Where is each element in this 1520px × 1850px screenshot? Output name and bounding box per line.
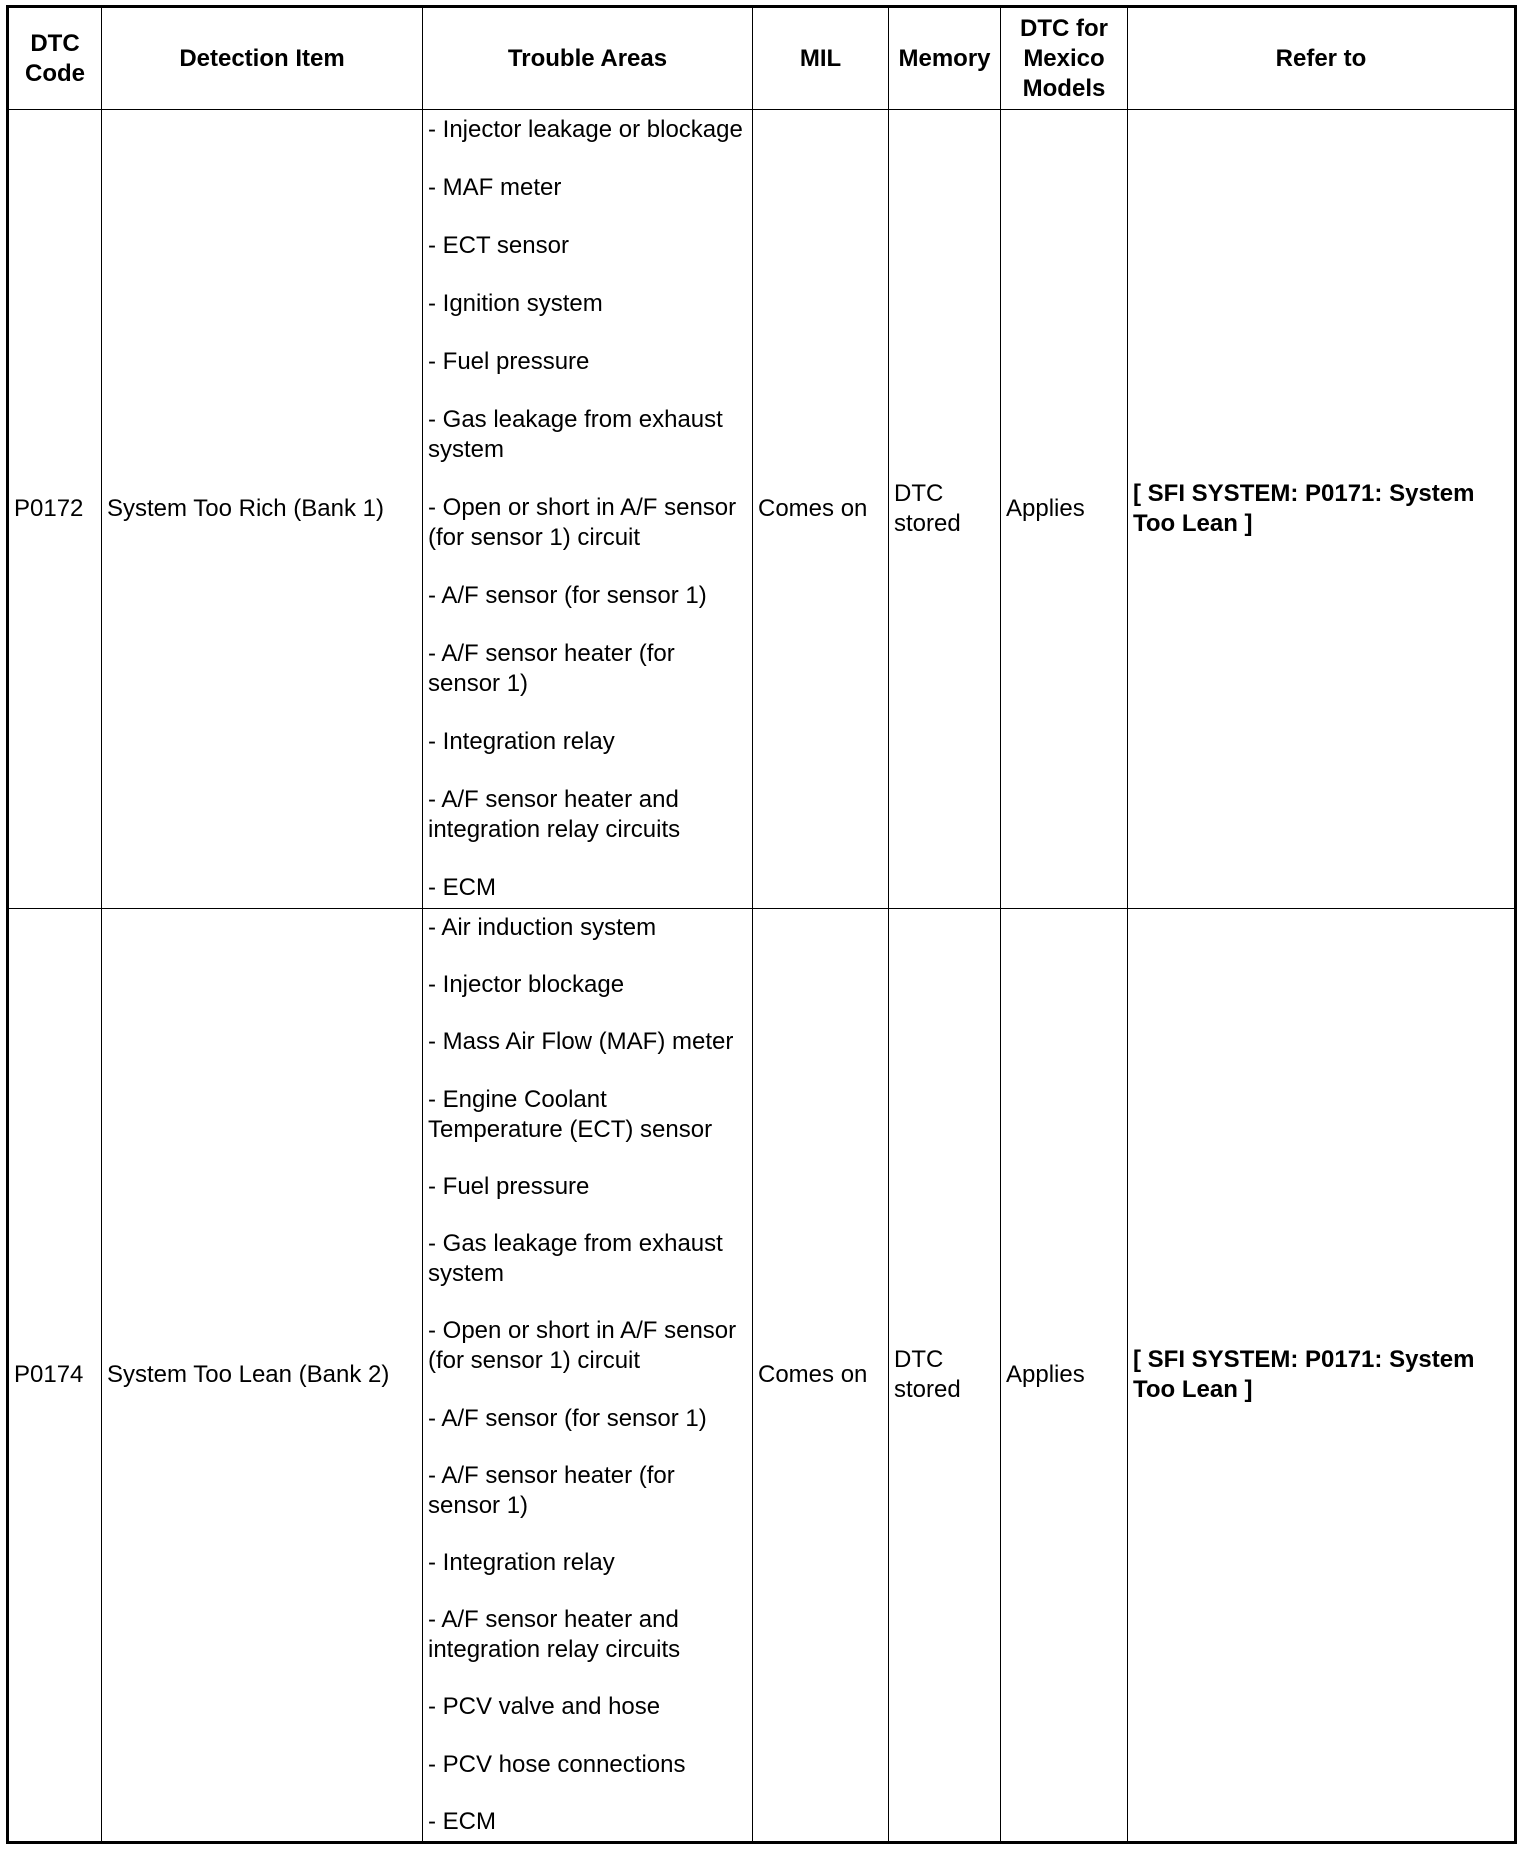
table-row [8, 110, 1516, 909]
trouble-area-item: - Fuel pressure [428, 1172, 590, 1200]
trouble-area-item: - Injector blockage [428, 971, 625, 999]
trouble-area-item: - Gas leakage from exhaust system [428, 405, 723, 463]
trouble-area-item: - A/F sensor (for sensor 1) [428, 582, 707, 610]
trouble-area-item: - Mass Air Flow (MAF) meter [428, 1028, 734, 1056]
header-dtc-mexico: DTC for Mexico Models [1001, 7, 1128, 110]
trouble-area-item: - Injector leakage or blockage [428, 115, 743, 143]
trouble-area-item: - PCV hose connections [428, 1750, 686, 1778]
trouble-area-item: - A/F sensor (for sensor 1) [428, 1404, 707, 1432]
trouble-area-item: - Ignition system [428, 289, 603, 317]
trouble-area-item: - MAF meter [428, 173, 562, 201]
trouble-area-item: - A/F sensor heater and integration relay circuits [428, 786, 681, 844]
trouble-area-item: - ECT sensor [428, 231, 569, 259]
trouble-area-item: - Open or short in A/F sensor (for sensor 1) circuit [428, 493, 737, 551]
dtc-mexico-cell: Applies [1001, 909, 1128, 1843]
refer-to-link[interactable]: [ SFI SYSTEM: P0171: System Too Lean ] [1128, 110, 1516, 909]
trouble-area-item: - PCV valve and hose [428, 1693, 661, 1721]
trouble-area-item: - A/F sensor heater and integration relay circuits [428, 1606, 681, 1664]
dtc-code-cell: P0172 [8, 110, 102, 909]
mil-cell: Comes on [753, 110, 889, 909]
header-refer-to: Refer to [1128, 7, 1516, 110]
header-dtc-code: DTC Code [8, 7, 102, 110]
dtc-code-cell: P0174 [8, 909, 102, 1843]
trouble-area-item: - Integration relay [428, 728, 615, 756]
memory-cell: DTC stored [889, 909, 1001, 1843]
mil-cell: Comes on [753, 909, 889, 1843]
memory-cell: DTC stored [889, 110, 1001, 909]
trouble-areas-cell [423, 909, 753, 1843]
table-row [8, 909, 1516, 1843]
trouble-area-item: - Fuel pressure [428, 347, 590, 375]
trouble-area-item: - Air induction system [428, 914, 657, 941]
trouble-area-item: - A/F sensor heater (for sensor 1) [428, 1461, 675, 1519]
trouble-area-item: - ECM [428, 1807, 496, 1835]
trouble-area-item: - Open or short in A/F sensor (for sensor 1) circuit [428, 1317, 737, 1375]
header-mil: MIL [753, 7, 889, 110]
trouble-area-item: - ECM [428, 874, 496, 902]
trouble-area-item: - Gas leakage from exhaust system [428, 1230, 723, 1288]
detection-item-cell: System Too Lean (Bank 2) [102, 909, 423, 1843]
trouble-areas-list [428, 115, 747, 904]
trouble-areas-cell [423, 110, 753, 909]
header-detection-item: Detection Item [102, 7, 423, 110]
refer-to-link[interactable]: [ SFI SYSTEM: P0171: System Too Lean ] [1128, 909, 1516, 1843]
header-row [8, 7, 1516, 110]
trouble-area-item: - Integration relay [428, 1548, 615, 1576]
dtc-table [6, 5, 1517, 1844]
header-memory: Memory [889, 7, 1001, 110]
detection-item-cell: System Too Rich (Bank 1) [102, 110, 423, 909]
dtc-mexico-cell: Applies [1001, 110, 1128, 909]
trouble-areas-list [428, 913, 747, 1837]
header-trouble-areas: Trouble Areas [423, 7, 753, 110]
trouble-area-item: - A/F sensor heater (for sensor 1) [428, 640, 675, 698]
trouble-area-item: - Engine Coolant Temperature (ECT) sensor [428, 1085, 713, 1143]
